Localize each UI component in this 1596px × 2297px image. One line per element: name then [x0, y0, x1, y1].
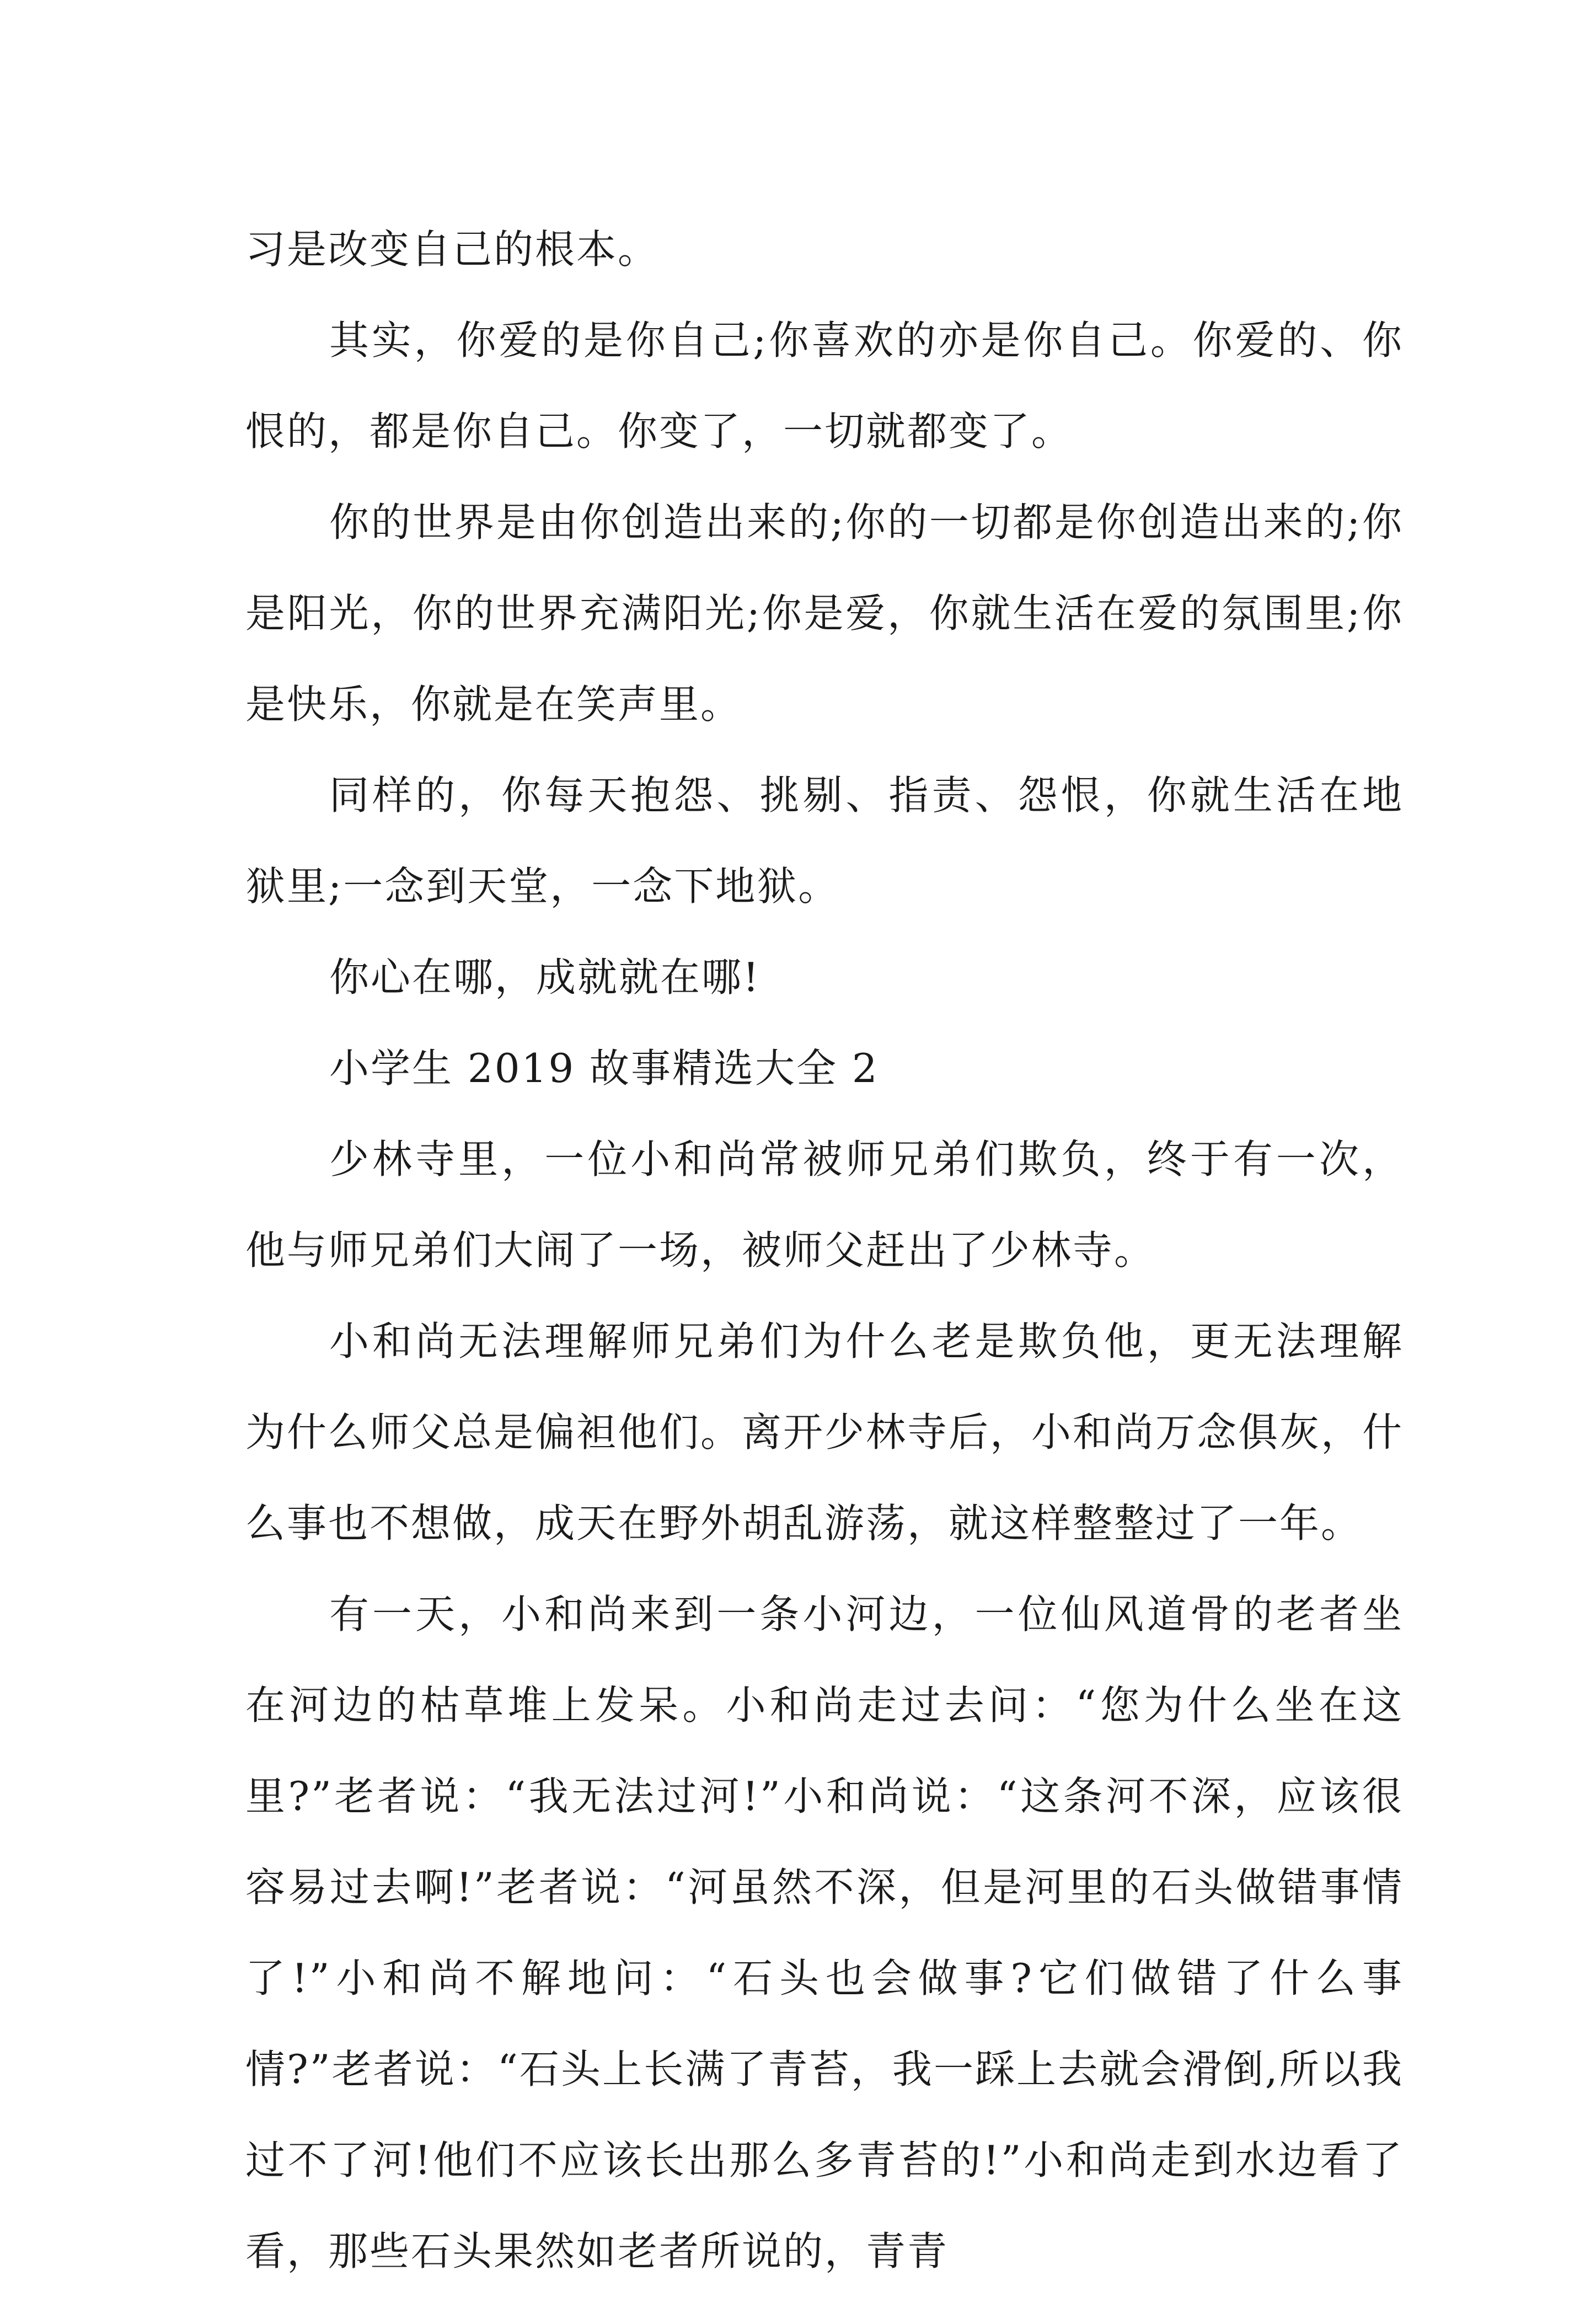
- paragraph: 其实，你爱的是你自己;你喜欢的亦是你自己。你爱的、你恨的，都是你自己。你变了，一切就都变了。: [245, 317, 1404, 454]
- paragraph: 有一天，小和尚来到一条小河边，一位仙风道骨的老者坐在河边的枯草堆上发呆。小和尚走过去问：“您为什么坐在这里?”老者说：“我无法过河!”小和尚说：“这条河不深，应该很容易过去啊!”老者说：“河虽然不深，但是河里的石头做错事情了!”小和尚不解地问：“石头也会做事?它们做错了什么事情?”老者说：“石头上长满了青苔，我一踩上去就会滑倒,所以我过不了河!他们不应该长出那么多青苔的!”小和尚走到水边看了看，那些石头果然如老者所说的，青青: [245, 1591, 1404, 2274]
- paragraph: 习是改变自己的根本。: [245, 226, 660, 272]
- paragraph: 少林寺里，一位小和尚常被师兄弟们欺负，终于有一次，他与师兄弟们大闹了一场，被师父赶出了少林寺。: [245, 1136, 1404, 1273]
- paragraph: 你心在哪，成就就在哪!: [329, 954, 760, 1000]
- section-heading: 小学生 2019 故事精选大全 2: [329, 1045, 879, 1091]
- paragraph: 小和尚无法理解师兄弟们为什么老是欺负他，更无法理解为什么师父总是偏袒他们。离开少林寺后，小和尚万念俱灰，什么事也不想做，成天在野外胡乱游荡，就这样整整过了一年。: [245, 1318, 1404, 1546]
- document-body: [245, 204, 1404, 2297]
- paragraph: 你的世界是由你创造出来的;你的一切都是你创造出来的;你是阳光，你的世界充满阳光;你是爱，你就生活在爱的氛围里;你是快乐，你就是在笑声里。: [245, 499, 1404, 727]
- paragraph: 同样的，你每天抱怨、挑剔、指责、怨恨，你就生活在地狱里;一念到天堂，一念下地狱。: [245, 772, 1404, 909]
